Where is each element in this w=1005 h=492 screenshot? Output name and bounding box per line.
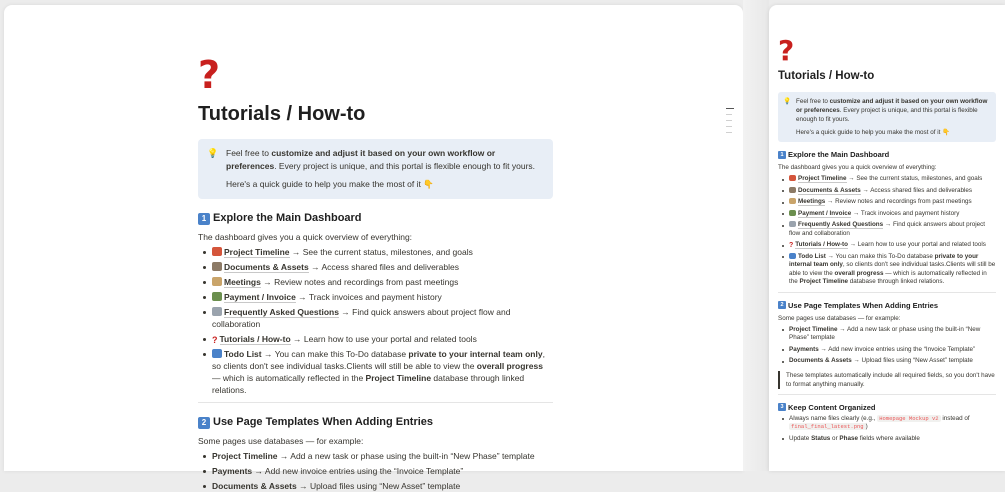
item-bold: Project Timeline: [799, 278, 849, 285]
faq-link[interactable]: Frequently Asked Questions: [798, 221, 884, 228]
invoice-icon: [789, 210, 796, 216]
page-title[interactable]: Tutorials / How-to: [198, 103, 366, 125]
section-intro: Some pages use databases — for example:: [778, 314, 901, 322]
item-text: ): [865, 423, 868, 430]
lightbulb-icon: 💡: [207, 148, 219, 158]
calendar-icon: [789, 175, 796, 181]
item-text: , so clients don't see individual tasks.Clients will still be able to view the: [212, 349, 545, 371]
item-bold: Phase: [839, 434, 858, 442]
item-bold: Project Timeline: [789, 325, 838, 333]
list-item: [778, 435, 996, 444]
speech-bubble-icon: [789, 221, 796, 227]
item-bold: Project Timeline: [365, 373, 432, 383]
item-text: → Track invoices and payment history: [295, 292, 442, 302]
info-callout: [198, 139, 553, 199]
item-text: → You can make this To-Do database: [261, 349, 409, 359]
checkbox-icon: [789, 253, 796, 259]
item-bold: Status: [811, 434, 831, 442]
divider: [198, 402, 553, 403]
item-text: Always name files clearly (e.g.,: [789, 414, 878, 422]
dashboard-list: [778, 175, 996, 287]
documents-assets-link[interactable]: Documents & Assets: [224, 262, 309, 272]
item-text: → Access shared files and deliverables: [860, 186, 973, 194]
notebook-icon: [212, 277, 222, 286]
item-text: — which is automatically reflected in the: [212, 373, 366, 383]
list-item: [198, 276, 553, 288]
question-mark-icon: ?: [789, 242, 794, 249]
page-content: [198, 53, 553, 492]
folder-icon: [789, 187, 796, 193]
list-item: [778, 210, 996, 219]
list-item: [778, 187, 996, 196]
item-bold: overall progress: [476, 361, 543, 371]
callout-text-part: . Every project is unique, and this portal is flexible enough to fit yours.: [274, 161, 536, 171]
documents-assets-link[interactable]: Documents & Assets: [798, 186, 861, 194]
item-text: → Add a new task or phase using the built-in “New Phase” template: [277, 451, 535, 461]
item-text: → Track invoices and payment history: [851, 209, 960, 217]
list-item: [198, 246, 553, 258]
callout-text: [796, 97, 990, 124]
number-2-icon: 2: [198, 417, 210, 429]
dashboard-list: [198, 246, 553, 396]
section-heading-templates: [198, 415, 553, 430]
toc-marker[interactable]: [726, 120, 732, 121]
section-intro: The dashboard gives you a quick overview of everything:: [778, 164, 937, 171]
heading-text: Explore the Main Dashboard: [213, 212, 362, 224]
meetings-link[interactable]: Meetings: [224, 277, 261, 287]
question-mark-icon: ?: [212, 335, 218, 345]
pane-gap: [743, 0, 769, 471]
item-text: → Learn how to use your portal and related tools: [290, 334, 477, 344]
item-text: database through linked relations.: [848, 278, 945, 285]
item-text: — which is automatically reflected in the: [789, 269, 987, 285]
item-bold: Documents & Assets: [212, 481, 297, 491]
number-1-icon: 1: [778, 151, 786, 159]
checkbox-icon: [212, 349, 222, 358]
callout-text-part: . Every project is unique, and this portal is flexible enough to fit yours.: [796, 107, 978, 123]
project-timeline-link[interactable]: Project Timeline: [224, 247, 290, 257]
item-text: → Learn how to use your portal and related tools: [847, 241, 986, 248]
heading-text: Keep Content Organized: [788, 402, 876, 412]
tutorials-link[interactable]: Tutorials / How-to: [219, 334, 291, 344]
main-page-pane: [4, 5, 743, 491]
list-item: [198, 261, 553, 273]
section-heading-dashboard: [778, 150, 996, 159]
item-bold: Project Timeline: [212, 451, 278, 461]
number-1-icon: 1: [198, 213, 210, 225]
folder-icon: [212, 262, 222, 271]
item-text: or: [830, 434, 840, 442]
templates-quote: These templates automatically include all required fields, so you don't have to format anything manually.: [778, 371, 996, 389]
list-item: [778, 415, 996, 432]
section-intro: Some pages use databases — for example:: [198, 436, 364, 446]
item-bold: private to your internal team only: [408, 349, 543, 359]
list-item: [778, 346, 996, 355]
payment-invoice-link[interactable]: Payment / Invoice: [224, 292, 296, 302]
heading-text: Use Page Templates When Adding Entries: [213, 416, 434, 428]
toc-marker[interactable]: [726, 108, 734, 109]
item-text: → Add new invoice entries using the “Invoice Template”: [818, 345, 976, 353]
question-mark-page-icon[interactable]: ?: [778, 34, 795, 67]
tutorials-link[interactable]: Tutorials / How-to: [795, 241, 848, 248]
notebook-icon: [789, 198, 796, 204]
section-heading-templates: [778, 301, 996, 310]
list-item: [198, 465, 553, 477]
inline-code: Homepage Mockup v2: [879, 414, 939, 422]
callout-bold-text: customize and adjust it based on your own workflow or preferences: [796, 98, 988, 114]
todo-list-label[interactable]: Todo List: [798, 252, 826, 260]
item-text: → Find quick answers about project flow and collaboration: [212, 307, 511, 329]
callout-text: [226, 147, 543, 173]
templates-list: [198, 450, 553, 492]
item-bold: overall progress: [834, 269, 884, 277]
list-item: [198, 333, 553, 345]
heading-text: Explore the Main Dashboard: [788, 150, 890, 159]
list-item: [198, 450, 553, 462]
item-text: → Find quick answers about project flow and collaboration: [789, 221, 986, 237]
lightbulb-icon: 💡: [783, 98, 792, 105]
callout-text-part: Feel free to: [796, 98, 830, 105]
list-item: [778, 198, 996, 207]
list-item: [778, 175, 996, 184]
item-text: → You can make this To-Do database: [825, 252, 935, 260]
item-bold: private to your internal team only: [789, 252, 979, 268]
todo-list-label[interactable]: Todo List: [224, 349, 262, 359]
section-heading-dashboard: [198, 211, 553, 226]
item-text: → Review notes and recordings from past meetings: [825, 198, 972, 205]
list-item: [198, 291, 553, 303]
list-item: [198, 480, 553, 492]
info-callout: [778, 92, 996, 142]
inline-code: final_final_latest.png: [791, 423, 864, 430]
invoice-icon: [212, 292, 222, 301]
item-text: → See the current status, milestones, and goals: [289, 247, 473, 257]
item-text: fields where available: [857, 434, 920, 442]
heading-text: Use Page Templates When Adding Entries: [788, 300, 939, 310]
callout-guide-text: Here's a quick guide to help you make the most of it 👇: [226, 179, 434, 189]
project-timeline-link[interactable]: Project Timeline: [798, 175, 847, 182]
item-text: instead of: [940, 414, 970, 422]
meetings-link[interactable]: Meetings: [798, 198, 826, 205]
item-text: Update: [789, 434, 812, 442]
number-2-icon: 2: [778, 301, 786, 309]
number-3-icon: 3: [778, 403, 786, 411]
preview-content: [778, 35, 996, 443]
toc-marker[interactable]: [726, 126, 732, 127]
templates-list: [778, 326, 996, 366]
list-item: [778, 326, 996, 343]
item-text: → Add new invoice entries using the “Invoice Template”: [252, 466, 464, 476]
item-bold: Documents & Assets: [789, 357, 852, 364]
page-title[interactable]: Tutorials / How-to: [778, 70, 875, 82]
list-item: [778, 253, 996, 287]
item-text: → See the current status, milestones, and goals: [846, 175, 983, 182]
callout-guide-text: Here's a quick guide to help you make the most of it 👇: [796, 129, 950, 136]
item-text: database through linked relations.: [212, 373, 525, 395]
divider: [778, 394, 996, 395]
list-item: [778, 221, 996, 238]
item-text: → Review notes and recordings from past meetings: [260, 277, 459, 287]
list-item: [198, 348, 553, 396]
speech-bubble-icon: [212, 307, 222, 316]
calendar-icon: [212, 247, 222, 256]
divider: [778, 292, 996, 293]
section-heading-organized: [778, 403, 996, 412]
item-bold: Payments: [212, 466, 253, 476]
faq-link[interactable]: Frequently Asked Questions: [224, 307, 339, 317]
item-text: → Add a new task or phase using the built-in “New Phase” template: [789, 325, 981, 341]
list-item: [778, 357, 996, 366]
item-text: → Access shared files and deliverables: [308, 262, 459, 272]
toc-marker[interactable]: [726, 114, 732, 115]
organized-list: [778, 415, 996, 444]
item-bold: Payments: [789, 345, 819, 353]
list-item: [198, 306, 553, 330]
toc-marker[interactable]: [726, 132, 732, 133]
callout-bold-text: customize and adjust it based on your own workflow or preferences: [226, 148, 496, 171]
item-text: → Upload files using “New Asset” template: [296, 481, 461, 491]
item-text: , so clients don't see individual tasks.Clients will still be able to view the: [789, 261, 996, 277]
list-item: [778, 241, 996, 250]
preview-pane: [769, 5, 1005, 471]
callout-text-part: Feel free to: [226, 148, 272, 158]
item-text: → Upload files using “New Asset” template: [851, 357, 973, 364]
table-of-contents-minimap[interactable]: [726, 108, 734, 138]
question-mark-page-icon[interactable]: ?: [198, 53, 221, 97]
section-intro: The dashboard gives you a quick overview of everything:: [198, 232, 413, 242]
payment-invoice-link[interactable]: Payment / Invoice: [798, 209, 852, 217]
